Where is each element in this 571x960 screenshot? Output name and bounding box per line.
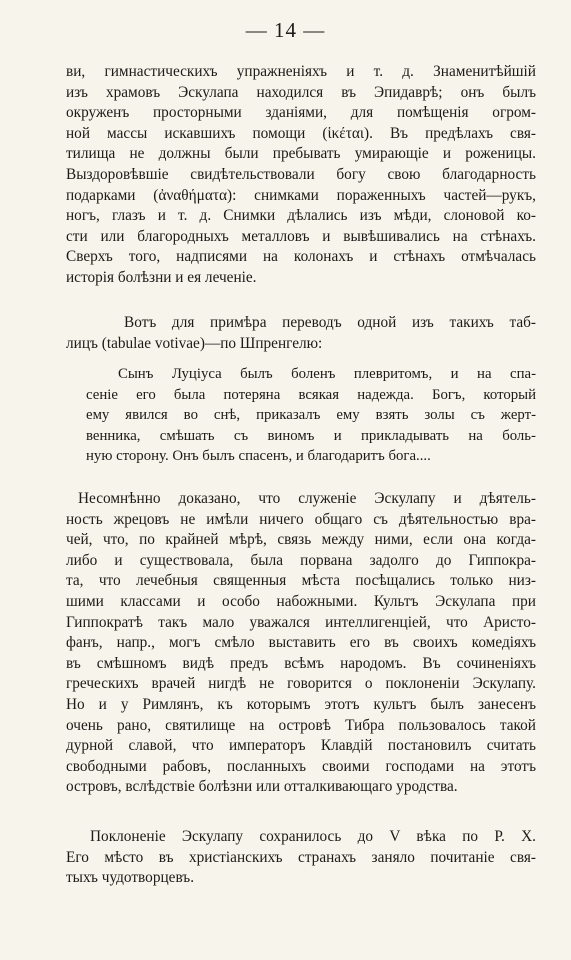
text-line: либо и существовала, была порвана задолго до Гиппокра- — [66, 551, 536, 569]
text-line: дурной славой, что императоръ Клавдій постановилъ считать — [66, 737, 536, 755]
text-line: лицъ (tabulae votivae)—по Шпренгелю: — [66, 334, 323, 352]
text-line: чей, что, по крайней мѣрѣ, связь между ними, если она когда- — [66, 531, 536, 549]
paragraph-3 — [66, 489, 536, 798]
page-number: — 14 — — [245, 18, 326, 42]
text-line: Гиппократѣ такъ мало уважался интеллигенціей, что Аристо- — [66, 613, 536, 631]
text-line: греческихъ врачей нигдѣ не говорится о поклоненіи Эскулапу. — [66, 675, 536, 693]
text-line: тыхъ чудотворцевъ. — [66, 869, 195, 887]
text-line: ность жрецовъ не имѣли ничего общаго съ дѣятельностью вра- — [66, 510, 536, 528]
text-line: тилища не должны были пребывать умирающіе и роженицы. — [66, 145, 536, 163]
text-line: въ смѣшномъ видѣ предъ всѣмъ народомъ. Въ сочиненіяхъ — [66, 654, 536, 672]
text-line: Выздоровѣвшіе свидѣтельствовали богу свою благодарность — [66, 165, 536, 183]
text-line: Его мѣсто въ христіанскихъ странахъ заняло почитаніе свя- — [66, 848, 536, 866]
votive-tablet-quote — [86, 364, 536, 467]
text-line: фанъ, напр., могъ смѣло выставить его въ своихъ комедіяхъ — [66, 634, 536, 652]
text-line: Несомнѣнно доказано, что служеніе Эскулапу и дѣятель- — [78, 490, 536, 507]
text-line: Вотъ для примѣра переводъ одной изъ такихъ таб- — [124, 314, 536, 331]
quote-line: сеніе его была потеряна всякая надежда. Богъ, который — [86, 386, 536, 403]
paragraph-4 — [66, 827, 536, 889]
text-line: свободными рабовъ, посланныхъ своими господами на этотъ — [66, 757, 536, 775]
text-line: шими классами и особо набожными. Культъ Эскулапа при — [66, 592, 536, 610]
text-line: Поклоненіе Эскулапу сохранилось до V вѣка по Р. Х. — [90, 828, 536, 845]
text-line: та, что лечебныя священныя мѣста посѣщались только низ- — [66, 572, 536, 590]
text-line: ной массы искавшихъ помощи (ἱκέται). Въ предѣлахъ свя- — [66, 124, 536, 142]
paragraph-1 — [66, 62, 536, 289]
text-line: изъ храмовъ Эскулапа находился въ Эпидаврѣ; онъ былъ — [66, 83, 536, 101]
text-line: исторія болѣзни и ея леченіе. — [66, 268, 257, 286]
text-line: Сверхъ того, надписями на колонахъ и стѣнахъ отмѣчалась — [66, 248, 536, 266]
text-line: Но и у Римлянъ, къ которымъ этотъ культъ былъ занесенъ — [66, 695, 536, 713]
text-line: окруженъ просторными зданіями, для помѣщенія огром- — [66, 104, 536, 122]
text-line: очень рано, святилище на островѣ Тибра пользовалось такой — [66, 716, 536, 734]
quote-line: ему явился во снѣ, приказалъ ему взять золы съ жерт- — [86, 407, 536, 424]
text-line: сти или благородныхъ металловъ и вывѣшивались на стѣнахъ. — [66, 227, 536, 245]
paragraph-2 — [66, 313, 536, 354]
quote-line: Сынъ Луціуса былъ боленъ плевритомъ, и на спа- — [118, 366, 536, 382]
text-line: островъ, вслѣдствіе болѣзни или отталкивающаго уродства. — [66, 778, 458, 796]
text-line: ногъ, глазъ и т. д. Снимки дѣлались изъ мѣди, слоновой ко- — [66, 207, 536, 225]
text-line: подарками (ἀναθήματα): снимками пораженныхъ частей—рукъ, — [66, 186, 536, 204]
quote-line: ную сторону. Онъ былъ спасенъ, и благодаритъ бога.... — [86, 448, 431, 465]
quote-line: венника, смѣшать съ виномъ и прикладывать на боль- — [86, 427, 536, 444]
text-line: ви, гимнастическихъ упражненіяхъ и т. д. Знаменитѣйшій — [66, 63, 536, 80]
